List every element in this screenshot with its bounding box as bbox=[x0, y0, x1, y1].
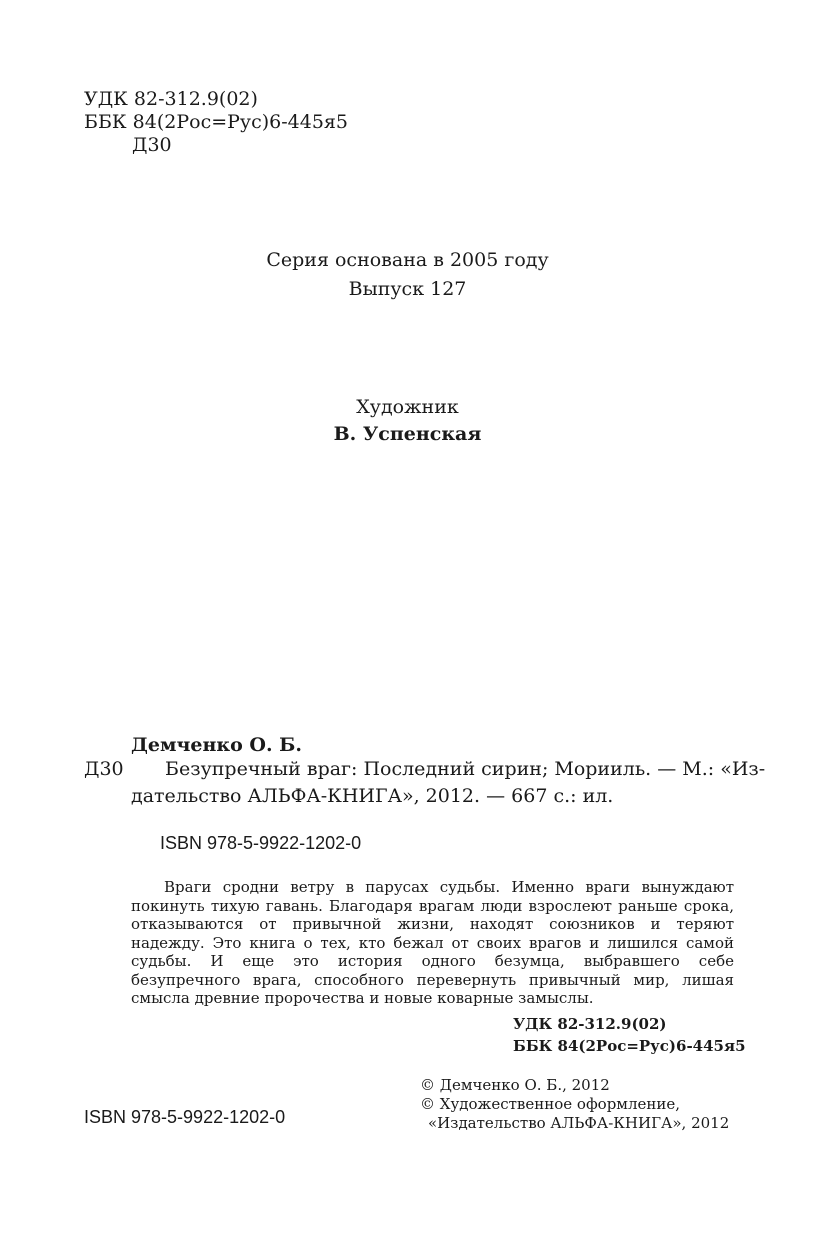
isbn-bottom: ISBN 978-5-9922-1202-0 bbox=[84, 1107, 286, 1127]
artist-name: В. Успенская bbox=[333, 423, 482, 445]
annotation bbox=[131, 878, 734, 1008]
catalog-code: Д30 bbox=[84, 758, 124, 780]
series-info bbox=[0, 246, 815, 304]
catalog-isbn: ISBN 978-5-9922-1202-0 bbox=[160, 833, 362, 853]
author-code: Д30 bbox=[132, 134, 172, 156]
bottom-bbk-code: ББК 84(2Рос=Рус)6-445я5 bbox=[513, 1037, 746, 1055]
bbk-code: ББК 84(2Рос=Рус)6-445я5 bbox=[84, 111, 348, 133]
udk-code: УДК 82-312.9(02) bbox=[84, 88, 258, 110]
bottom-udk-code: УДК 82-312.9(02) bbox=[513, 1015, 667, 1033]
top-classification-codes bbox=[84, 88, 348, 157]
artist-label: Художник bbox=[356, 396, 459, 418]
annotation-text: Враги сродни ветру в парусах судьбы. Именно враги вынуждают покинуть тихую гавань. Благодаря врагам люди взрослеют раньше срока, отказываются от привычной жизни, находят союзников и теряют надежду. Это книга о тех, кто бежал от своих врагов и лишился самой судьбы. И еще это история одного безумца, выбравшего себе безупречного врага, способного перевернуть привычный мир, лишая смысла древние пророчества и новые коварные замыслы. bbox=[131, 878, 734, 1007]
bibliographic-line-2: дательство АЛЬФА-КНИГА», 2012. — 667 с.: ил. bbox=[131, 785, 614, 807]
bibliographic-line-1: Безупречный враг: Последний сирин; Морииль. — М.: «Из- bbox=[165, 758, 766, 780]
bottom-classification-codes bbox=[513, 1013, 746, 1057]
artist-credit bbox=[0, 394, 815, 448]
copyright-block bbox=[420, 1076, 729, 1133]
copyright-design-line2: «Издательство АЛЬФА-КНИГА», 2012 bbox=[428, 1114, 730, 1132]
series-issue: Выпуск 127 bbox=[348, 278, 467, 300]
series-founded: Серия основана в 2005 году bbox=[266, 249, 549, 271]
copyright-design-line1: © Художественное оформление, bbox=[420, 1095, 681, 1113]
catalog-author: Демченко О. Б. bbox=[131, 734, 303, 756]
copyright-author: © Демченко О. Б., 2012 bbox=[420, 1076, 610, 1094]
